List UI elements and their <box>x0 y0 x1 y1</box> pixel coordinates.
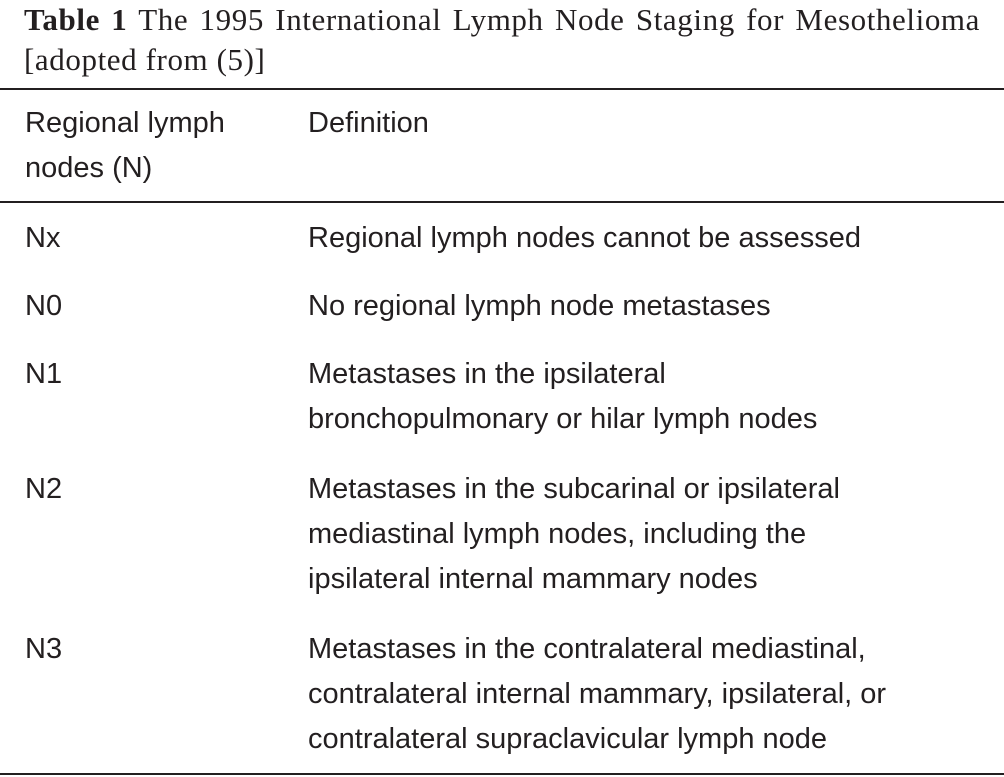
header-definition: Definition <box>308 107 429 139</box>
row-code-nx: Nx <box>25 222 61 254</box>
definition-line: Metastases in the contralateral mediastinal, <box>308 633 866 665</box>
header-regional-lymph-nodes <box>25 101 285 191</box>
row-definition-n0 <box>308 284 771 329</box>
definition-line: contralateral supraclavicular lymph node <box>308 723 828 755</box>
top-rule <box>0 88 1004 90</box>
table-label: Table 1 <box>24 2 128 37</box>
definition-line: No regional lymph node metastases <box>308 290 771 322</box>
row-definition-n3 <box>308 627 886 762</box>
row-code-n3: N3 <box>25 633 63 665</box>
definition-line: contralateral internal mammary, ipsilateral, or <box>308 678 887 710</box>
row-definition-n1 <box>308 352 817 442</box>
definition-line: Regional lymph nodes cannot be assessed <box>308 222 861 254</box>
row-code-n2: N2 <box>25 473 63 505</box>
row-code-n0: N0 <box>25 290 63 322</box>
definition-line: Metastases in the subcarinal or ipsilateral <box>308 473 840 505</box>
row-definition-n2 <box>308 467 840 602</box>
table-caption <box>24 0 980 80</box>
header-col1-line: nodes (N) <box>25 152 153 184</box>
row-definition-nx <box>308 216 861 261</box>
definition-line: bronchopulmonary or hilar lymph nodes <box>308 403 818 435</box>
header-rule <box>0 201 1004 203</box>
row-code-n1: N1 <box>25 358 63 390</box>
header-col1-line: Regional lymph <box>25 107 225 139</box>
bottom-rule <box>0 773 1004 775</box>
definition-line: ipsilateral internal mammary nodes <box>308 563 758 595</box>
definition-line: mediastinal lymph nodes, including the <box>308 518 807 550</box>
definition-line: Metastases in the ipsilateral <box>308 358 666 390</box>
table-title: The 1995 International Lymph Node Staging for Mesothelioma [adopted from (5)] <box>24 2 980 77</box>
